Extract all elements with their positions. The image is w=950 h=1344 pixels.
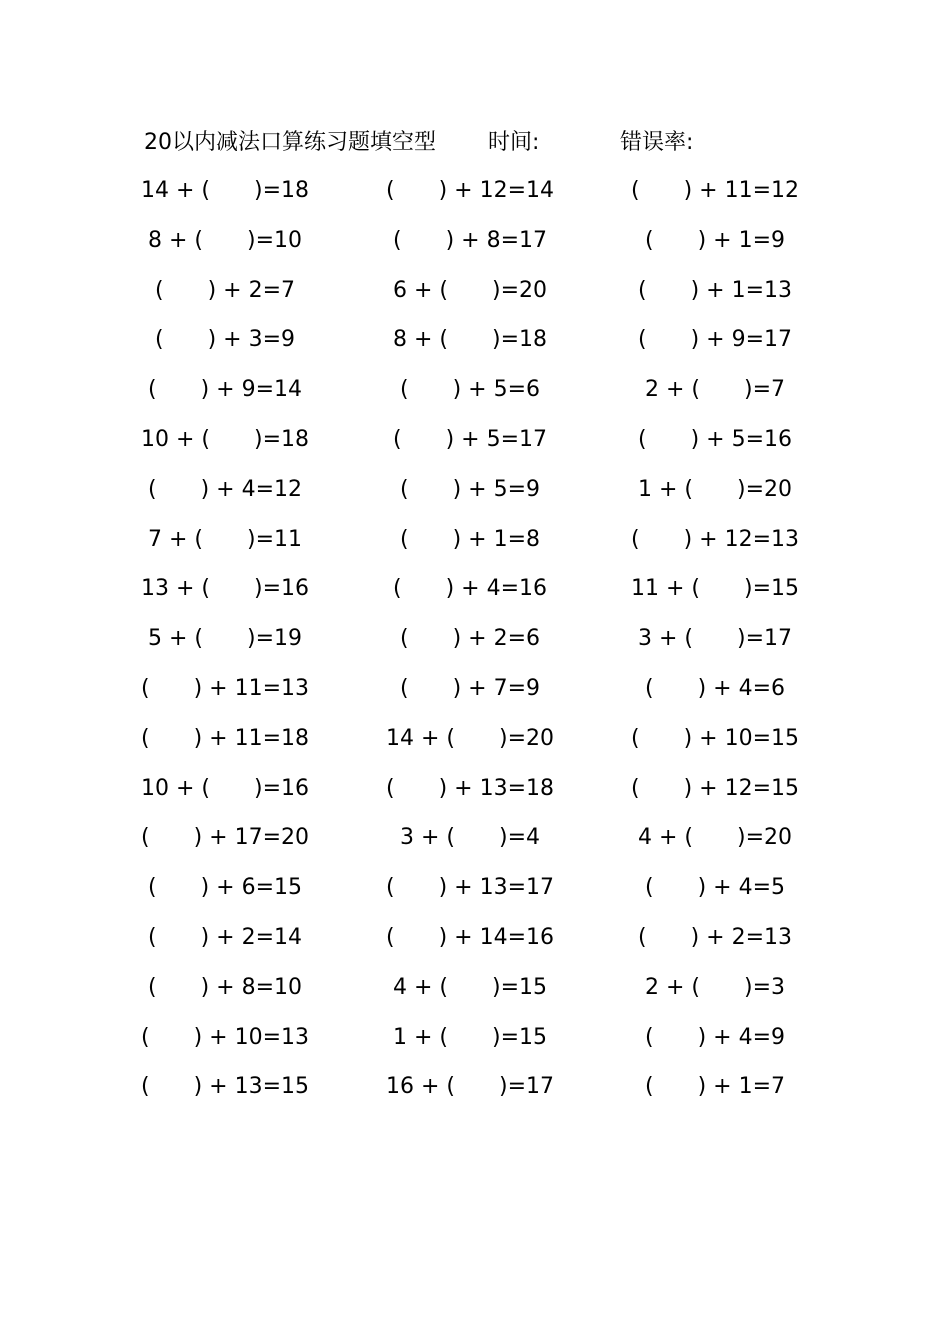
problem-item: ( ) + 13=17 <box>385 875 554 901</box>
problem-item: 8 + ( )=10 <box>147 227 302 253</box>
error-rate-label: 错误率: <box>620 130 694 155</box>
problem-item: 4 + ( )=15 <box>392 974 547 1000</box>
problem-item: ( ) + 17=20 <box>140 825 309 851</box>
problem-item: 8 + ( )=18 <box>392 327 547 353</box>
problem-item: ( ) + 4=5 <box>644 875 785 901</box>
problem-row <box>0 772 950 822</box>
problem-item: ( ) + 2=6 <box>399 626 540 652</box>
problem-row <box>0 423 950 473</box>
problem-item: ( ) + 4=16 <box>392 576 547 602</box>
problem-row <box>0 672 950 722</box>
problem-item: 4 + ( )=20 <box>637 825 792 851</box>
problem-item: ( ) + 6=15 <box>147 875 302 901</box>
problem-item: ( ) + 1=9 <box>644 227 785 253</box>
problem-item: ( ) + 1=7 <box>644 1074 785 1100</box>
problem-row <box>0 523 950 573</box>
problem-item: 3 + ( )=4 <box>399 825 540 851</box>
problem-item: 5 + ( )=19 <box>147 626 302 652</box>
problem-item: ( ) + 13=15 <box>140 1074 309 1100</box>
problem-grid <box>0 174 950 1120</box>
problem-row <box>0 274 950 324</box>
problem-row <box>0 921 950 971</box>
problem-item: 7 + ( )=11 <box>147 526 302 552</box>
problem-item: 14 + ( )=20 <box>385 725 554 751</box>
worksheet-header <box>0 126 950 160</box>
problem-item: ( ) + 8=17 <box>392 227 547 253</box>
problem-item: ( ) + 10=13 <box>140 1024 309 1050</box>
problem-item: 2 + ( )=7 <box>644 377 785 403</box>
problem-item: ( ) + 4=12 <box>147 476 302 502</box>
problem-row <box>0 622 950 672</box>
problem-item: 6 + ( )=20 <box>392 277 547 303</box>
problem-item: ( ) + 5=6 <box>399 377 540 403</box>
problem-item: ( ) + 2=13 <box>637 924 792 950</box>
problem-item: ( ) + 5=17 <box>392 426 547 452</box>
time-label: 时间: <box>488 130 540 155</box>
problem-item: ( ) + 12=15 <box>630 775 799 801</box>
problem-item: ( ) + 2=7 <box>154 277 295 303</box>
problem-item: ( ) + 9=14 <box>147 377 302 403</box>
problem-row <box>0 1070 950 1120</box>
problem-item: ( ) + 9=17 <box>637 327 792 353</box>
problem-item: 1 + ( )=20 <box>637 476 792 502</box>
problem-item: ( ) + 4=6 <box>644 675 785 701</box>
problem-row <box>0 871 950 921</box>
problem-item: ( ) + 14=16 <box>385 924 554 950</box>
problem-item: 11 + ( )=15 <box>630 576 799 602</box>
problem-item: 1 + ( )=15 <box>392 1024 547 1050</box>
problem-item: 3 + ( )=17 <box>637 626 792 652</box>
worksheet-title: 20以内减法口算练习题填空型 <box>144 130 436 155</box>
problem-item: ( ) + 11=13 <box>140 675 309 701</box>
problem-row <box>0 971 950 1021</box>
problem-item: ( ) + 12=14 <box>385 178 554 203</box>
problem-item: ( ) + 5=16 <box>637 426 792 452</box>
problem-row <box>0 224 950 274</box>
problem-item: ( ) + 13=18 <box>385 775 554 801</box>
problem-row <box>0 1021 950 1071</box>
problem-row <box>0 373 950 423</box>
problem-item: ( ) + 2=14 <box>147 924 302 950</box>
problem-item: 2 + ( )=3 <box>644 974 785 1000</box>
problem-item: ( ) + 12=13 <box>630 526 799 552</box>
problem-item: 10 + ( )=16 <box>140 775 309 801</box>
problem-item: 13 + ( )=16 <box>140 576 309 602</box>
problem-item: ( ) + 5=9 <box>399 476 540 502</box>
problem-row <box>0 572 950 622</box>
problem-item: ( ) + 4=9 <box>644 1024 785 1050</box>
problem-item: ( ) + 8=10 <box>147 974 302 1000</box>
problem-item: ( ) + 10=15 <box>630 725 799 751</box>
problem-row <box>0 473 950 523</box>
problem-item: ( ) + 11=12 <box>630 178 799 203</box>
problem-item: ( ) + 1=13 <box>637 277 792 303</box>
problem-item: ( ) + 3=9 <box>154 327 295 353</box>
problem-item: 14 + ( )=18 <box>140 178 309 203</box>
problem-row <box>0 323 950 373</box>
problem-item: 10 + ( )=18 <box>140 426 309 452</box>
problem-row <box>0 174 950 224</box>
problem-item: ( ) + 1=8 <box>399 526 540 552</box>
problem-item: ( ) + 7=9 <box>399 675 540 701</box>
problem-item: ( ) + 11=18 <box>140 725 309 751</box>
problem-row <box>0 722 950 772</box>
problem-item: 16 + ( )=17 <box>385 1074 554 1100</box>
problem-row <box>0 821 950 871</box>
